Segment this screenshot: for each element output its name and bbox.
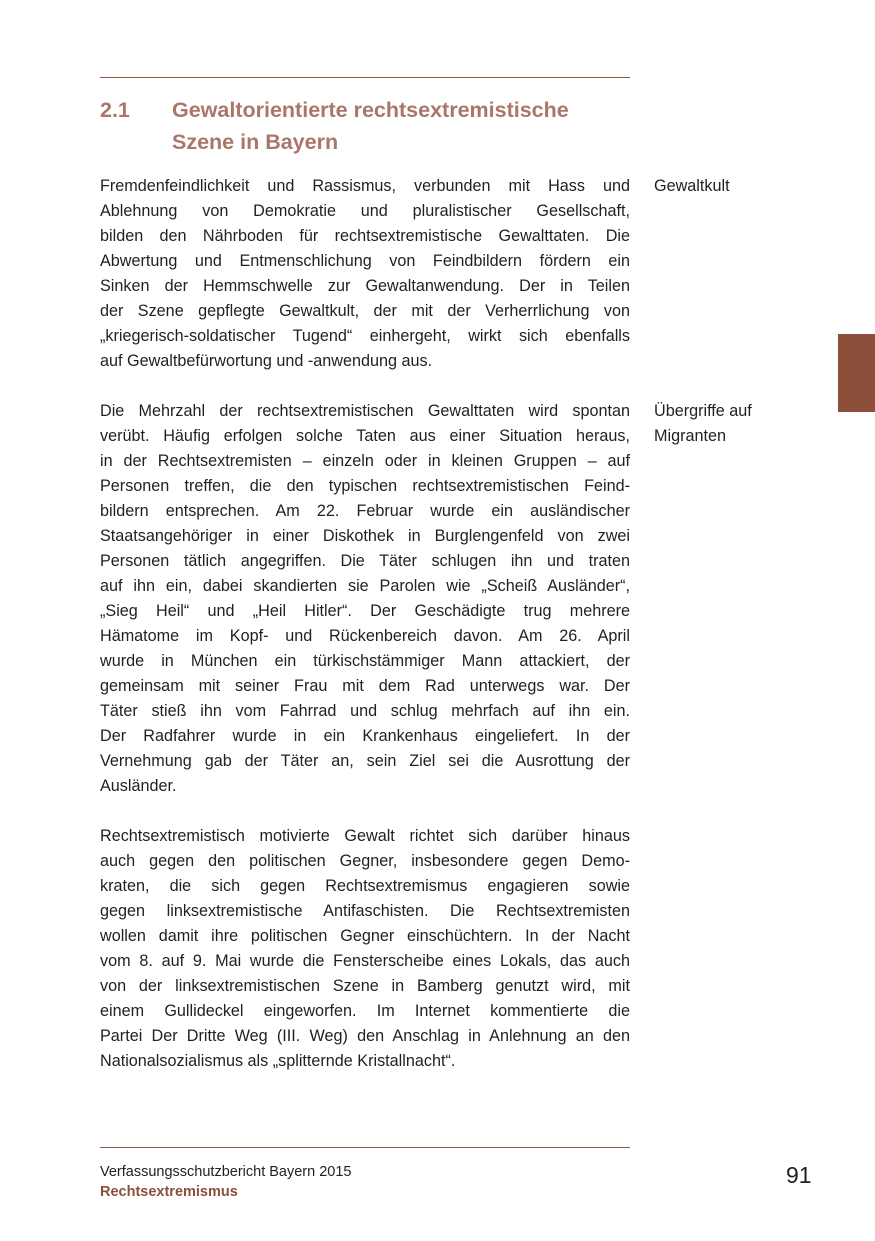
text-line: vom 8. auf 9. Mai wurde die Fensterscheibe eines Lokals, das auch (100, 952, 630, 970)
text-line: kraten, die sich gegen Rechtsextremismus engagieren sowie (100, 877, 630, 895)
text-line: Abwertung und Entmenschlichung von Feindbildern fördern ein (100, 252, 630, 270)
margin-note-line: Gewaltkult (654, 177, 730, 195)
margin-note-line: Übergriffe auf (654, 402, 752, 420)
footer-publication: Verfassungsschutzbericht Bayern 2015 (100, 1164, 352, 1180)
text-line: einem Gullideckel eingeworfen. Im Internet kommentierte die (100, 1002, 630, 1020)
text-line: Rechtsextremistisch motivierte Gewalt richtet sich darüber hinaus (100, 827, 630, 845)
paragraph-gewaltkult (100, 174, 630, 374)
text-line: Fremdenfeindlichkeit und Rassismus, verbunden mit Hass und (100, 177, 630, 195)
text-line: gemeinsam mit seiner Frau mit dem Rad unterwegs war. Der (100, 677, 630, 695)
text-line: von der linksextremistischen Szene in Bamberg genutzt wird, mit (100, 977, 630, 995)
section-title-line: Gewaltorientierte rechtsextremistische (172, 98, 569, 122)
text-line: Nationalsozialismus als „splitternde Kristallnacht“. (100, 1052, 456, 1070)
text-line: Partei Der Dritte Weg (III. Weg) den Anschlag in Anlehnung an den (100, 1027, 630, 1045)
text-line: bildern entsprechen. Am 22. Februar wurde ein ausländischer (100, 502, 630, 520)
section-title (172, 94, 632, 158)
margin-note-uebergriffe (654, 399, 824, 449)
text-line: bilden den Nährboden für rechtsextremistische Gewalttaten. Die (100, 227, 630, 245)
text-line: Ablehnung von Demokratie und pluralistischer Gesellschaft, (100, 202, 630, 220)
text-line: auf Gewaltbefürwortung und -anwendung aus. (100, 352, 433, 370)
text-line: der Szene gepflegte Gewaltkult, der mit der Verherrlichung von (100, 302, 630, 320)
text-line: „kriegerisch-soldatischer Tugend“ einhergeht, wirkt sich ebenfalls (100, 327, 630, 345)
text-line: wollen damit ihre politischen Gegner einschüchtern. In der Nacht (100, 927, 630, 945)
text-line: Der Radfahrer wurde in ein Krankenhaus eingeliefert. In der (100, 727, 630, 745)
footer-chapter: Rechtsextremismus (100, 1184, 238, 1200)
text-line: Staatsangehöriger in einer Diskothek in Burglengenfeld von zwei (100, 527, 630, 545)
text-line: Vernehmung gab der Täter an, sein Ziel sei die Ausrottung der (100, 752, 630, 770)
text-line: auch gegen den politischen Gegner, insbesondere gegen Demo- (100, 852, 630, 870)
section-number: 2.1 (100, 98, 130, 122)
paragraph-uebergriffe (100, 399, 630, 799)
text-line: Die Mehrzahl der rechtsextremistischen Gewalttaten wird spontan (100, 402, 630, 420)
text-line: auf ihn ein, dabei skandierten sie Parolen wie „Scheiß Ausländer“, (100, 577, 630, 595)
chapter-side-tab (838, 334, 875, 412)
section-title-line: Szene in Bayern (172, 130, 339, 154)
top-rule (100, 77, 630, 78)
text-line: in der Rechtsextremisten – einzeln oder in kleinen Gruppen – auf (100, 452, 630, 470)
text-line: Personen tätlich angegriffen. Die Täter schlugen ihn und traten (100, 552, 630, 570)
text-line: Sinken der Hemmschwelle zur Gewaltanwendung. Der in Teilen (100, 277, 630, 295)
text-line: Hämatome im Kopf- und Rückenbereich davon. Am 26. April (100, 627, 630, 645)
text-line: gegen linksextremistische Antifaschisten. Die Rechtsextremisten (100, 902, 630, 920)
page-number: 91 (786, 1162, 812, 1188)
margin-note-line: Migranten (654, 427, 726, 445)
text-line: „Sieg Heil“ und „Heil Hitler“. Der Geschädigte trug mehrere (100, 602, 630, 620)
margin-note-gewaltkult (654, 174, 824, 199)
text-line: Personen treffen, die den typischen rechtsextremistischen Feind- (100, 477, 630, 495)
text-line: wurde in München ein türkischstämmiger Mann attackiert, der (100, 652, 630, 670)
paragraph-politische-gegner (100, 824, 630, 1074)
text-line: Ausländer. (100, 777, 177, 795)
text-line: verübt. Häufig erfolgen solche Taten aus einer Situation heraus, (100, 427, 630, 445)
bottom-rule (100, 1147, 630, 1148)
text-line: Täter stieß ihn vom Fahrrad und schlug mehrfach auf ihn ein. (100, 702, 630, 720)
